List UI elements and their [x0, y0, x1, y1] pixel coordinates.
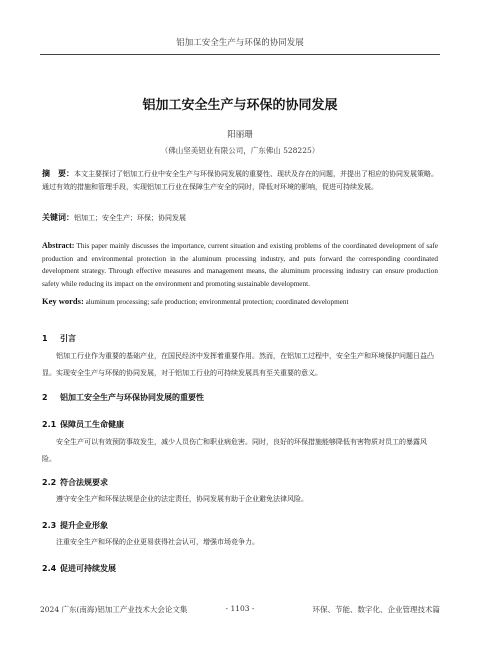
abstract-cn-label: 摘 要：	[42, 169, 74, 178]
section-2-2-paragraph: 遵守安全生产和环保法规是企业的法定责任，协同发展有助于企业避免法律风险。	[56, 495, 308, 503]
footer-proceedings: 2024 广东(南海)铝加工产业技术大会论文集	[40, 605, 188, 614]
section-title: 促进可持续发展	[60, 564, 116, 573]
abstract-en-label: Abstract:	[42, 241, 75, 250]
affiliation: （佛山坚美铝业有限公司，广东佛山 528225）	[160, 146, 320, 155]
section-title: 铝加工安全生产与环保协同发展的重要性	[60, 393, 204, 402]
section-number: 2.2	[42, 478, 57, 487]
section-heading-1	[42, 333, 438, 344]
section-2-3-paragraph: 注重安全生产和环保的企业更易获得社会认可，增强市场竞争力。	[56, 538, 259, 546]
section-number: 2.3	[42, 521, 57, 530]
abstract-en-text: This paper mainly discusses the importance, current situation and existing problems of the coordinated development of safe production and environmental protection in the aluminum processing industry, and puts forward the corresponding coordinated development strategy. Through effective measures and management means, the aluminum processing industry can ensure production safety while reducing its impact on the environment and promoting sustainable development.	[42, 242, 438, 288]
keywords-en-label: Key words:	[42, 296, 84, 306]
section-heading-2-3	[42, 520, 438, 531]
page-number: - 1103 -	[225, 604, 255, 613]
running-header: 铝加工安全生产与环保的协同发展	[176, 38, 304, 48]
section-heading-2	[42, 392, 438, 403]
header-rule	[40, 54, 440, 55]
section-title: 保障员工生命健康	[60, 420, 124, 429]
keywords-cn	[42, 212, 438, 224]
abstract-cn-text: 本文主要探讨了铝加工行业中安全生产与环保协同发展的重要性、现状及存在的问题，并提出了相应的协同发展策略。通过有效的措施和管理手段，实现铝加工行业在保障生产安全的同时，降低对环境的影响，促进可持续发展。	[42, 170, 438, 191]
keywords-cn-text: 铝加工；安全生产；环保；协同发展	[74, 214, 186, 222]
running-footer	[40, 604, 440, 616]
keywords-en	[42, 295, 438, 308]
section-number: 2.4	[42, 564, 57, 573]
abstract-cn	[42, 168, 438, 193]
section-title: 引言	[60, 334, 76, 343]
section-number: 1	[42, 334, 48, 343]
author: 阳丽珊	[227, 130, 253, 140]
section-heading-2-2	[42, 477, 438, 488]
section-title: 提升企业形象	[60, 521, 108, 530]
footer-section: 环保、节能、数字化、企业管理技术篇	[312, 605, 440, 614]
paper-title: 铝加工安全生产与环保的协同发展	[142, 98, 338, 113]
section-heading-2-4	[42, 563, 438, 574]
keywords-cn-label: 关键词：	[42, 213, 74, 222]
section-heading-2-1	[42, 419, 438, 430]
section-title: 符合法规要求	[60, 478, 108, 487]
section-number: 2	[42, 393, 48, 402]
keywords-en-text: aluminum processing; safe production; environmental protection; coordinated development	[83, 298, 349, 306]
abstract-en	[42, 240, 438, 290]
section-2-1-paragraph: 安全生产可以有效预防事故发生，减少人员伤亡和职业病危害。同时，良好的环保措施能够降低有害物质对员工的暴露风险。	[42, 438, 427, 463]
section-number: 2.1	[42, 420, 57, 429]
section-1-paragraph: 铝加工行业作为重要的基础产业，在国民经济中发挥着重要作用。然而，在铝加工过程中，安全生产和环境保护问题日益凸显。实现安全生产与环保的协同发展，对于铝加工行业的可持续发展具有至关重要的意义。	[42, 352, 434, 377]
